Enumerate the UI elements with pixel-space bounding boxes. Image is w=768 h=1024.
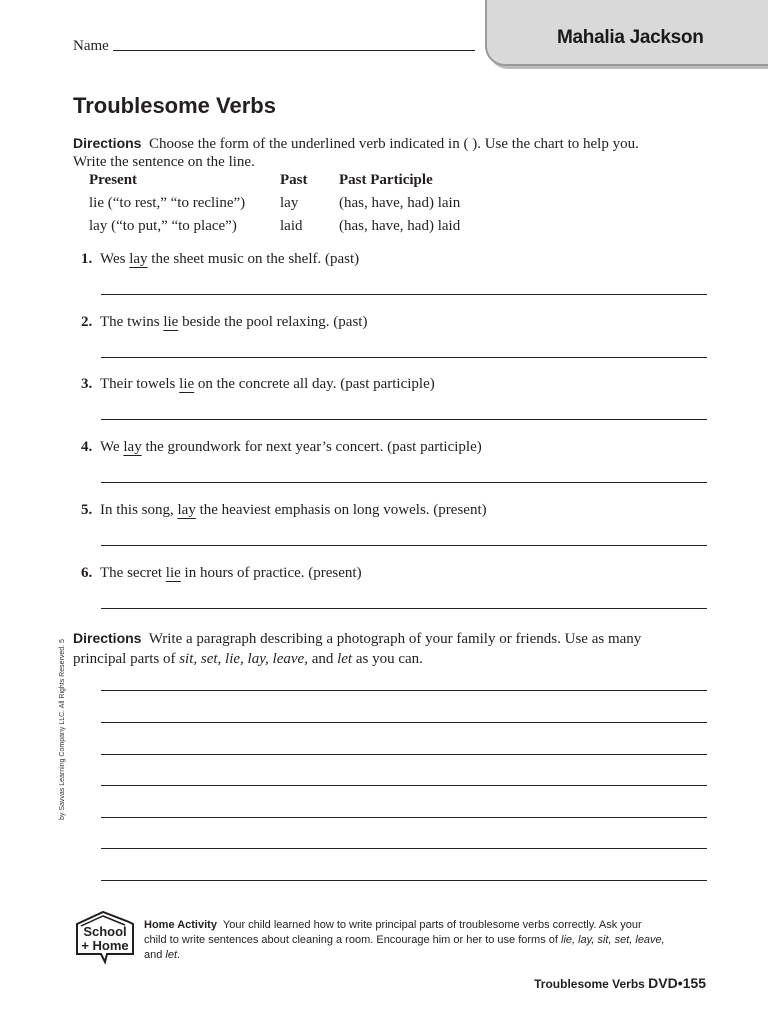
page-title: Troublesome Verbs xyxy=(73,93,276,118)
exercise-item-5 xyxy=(81,502,487,519)
exercise-item-6 xyxy=(81,565,362,582)
logo-text-home: + Home xyxy=(81,938,129,953)
page-number: DVD•155 xyxy=(648,975,706,991)
footer-label: Troublesome Verbs xyxy=(534,977,649,991)
item-text: the sheet music on the shelf. (past) xyxy=(147,251,360,267)
paragraph-line[interactable] xyxy=(101,880,707,881)
paragraph-line[interactable] xyxy=(101,754,707,755)
answer-line-5[interactable] xyxy=(101,545,707,546)
chart-cell: (has, have, had) laid xyxy=(339,218,461,234)
home-activity-text: . xyxy=(177,949,181,961)
paragraph-line[interactable] xyxy=(101,785,707,786)
underlined-verb: lay xyxy=(177,502,196,518)
school-home-logo xyxy=(73,910,137,966)
home-activity-verbs: let xyxy=(165,949,178,961)
directions-text-2: Write the sentence on the line. xyxy=(73,154,255,170)
directions-text: Write a paragraph describing a photograph of your family or friends. Use as many xyxy=(148,631,642,647)
item-number: 4. xyxy=(81,439,93,455)
chart-cell: lay xyxy=(280,195,299,211)
exercise-item-3 xyxy=(81,376,435,393)
item-text: the heaviest emphasis on long vowels. (present) xyxy=(195,502,487,518)
item-text: Their towels xyxy=(100,376,180,392)
home-activity xyxy=(144,918,704,963)
copyright-text: by Savvas Learning Company LLC. All Rights Reserved. 5 xyxy=(59,639,66,820)
directions-1 xyxy=(73,134,693,171)
tab-title: Mahalia Jackson xyxy=(557,27,704,48)
underlined-verb: lie xyxy=(165,565,181,581)
underlined-verb: lay xyxy=(129,251,148,267)
answer-line-4[interactable] xyxy=(101,482,707,483)
logo-text-school: School xyxy=(83,924,127,939)
directions-text: and xyxy=(307,651,338,667)
answer-line-3[interactable] xyxy=(101,419,707,420)
paragraph-line[interactable] xyxy=(101,690,707,691)
chart-header-past: Past xyxy=(280,172,308,188)
directions-text: principal parts of xyxy=(73,651,180,667)
item-text: in hours of practice. (present) xyxy=(180,565,362,581)
directions-label: Directions xyxy=(73,135,142,151)
chart-header-present: Present xyxy=(89,172,138,188)
underlined-verb: lie xyxy=(179,376,195,392)
directions-label: Directions xyxy=(73,630,142,646)
paragraph-line[interactable] xyxy=(101,817,707,818)
directions-text-1: Choose the form of the underlined verb indicated in ( ). Use the chart to help you. xyxy=(148,136,639,152)
home-activity-text: child to write sentences about cleaning a room. Encourage him or her to use forms of xyxy=(144,934,561,946)
item-text: beside the pool relaxing. (past) xyxy=(178,314,368,330)
item-text: Wes xyxy=(100,251,130,267)
underlined-verb: lie xyxy=(163,314,179,330)
chart-cell: (has, have, had) lain xyxy=(339,195,461,211)
home-activity-label: Home Activity xyxy=(144,919,217,931)
page-footer xyxy=(534,975,706,993)
directions-2 xyxy=(73,628,693,669)
exercise-item-2 xyxy=(81,314,367,331)
item-number: 3. xyxy=(81,376,93,392)
item-text: the groundwork for next year’s concert. (past participle) xyxy=(141,439,482,455)
answer-line-1[interactable] xyxy=(101,294,707,295)
item-number: 5. xyxy=(81,502,93,518)
exercise-item-4 xyxy=(81,439,482,456)
item-number: 1. xyxy=(81,251,93,267)
home-activity-text: Your child learned how to write principal parts of troublesome verbs correctly. Ask your xyxy=(222,919,642,931)
directions-text: as you can. xyxy=(352,651,423,667)
item-text: The twins xyxy=(100,314,164,330)
answer-line-6[interactable] xyxy=(101,608,707,609)
item-number: 6. xyxy=(81,565,93,581)
exercise-item-1 xyxy=(81,251,359,268)
name-line xyxy=(113,50,475,51)
item-number: 2. xyxy=(81,314,93,330)
chart-cell: laid xyxy=(280,218,303,234)
home-activity-text: and xyxy=(144,949,166,961)
paragraph-line[interactable] xyxy=(101,722,707,723)
chart-header-participle: Past Participle xyxy=(339,172,433,188)
paragraph-line[interactable] xyxy=(101,848,707,849)
item-text: on the concrete all day. (past participle) xyxy=(194,376,435,392)
item-text: The secret xyxy=(100,565,166,581)
name-label: Name xyxy=(73,38,109,54)
answer-line-2[interactable] xyxy=(101,357,707,358)
item-text: In this song, xyxy=(100,502,178,518)
underlined-verb: lay xyxy=(123,439,142,455)
chart-cell: lie (“to rest,” “to recline”) xyxy=(89,195,246,211)
chart-cell: lay (“to put,” “to place”) xyxy=(89,218,237,234)
directions-verbs: let xyxy=(337,651,353,667)
home-activity-verbs: lie, lay, sit, set, leave, xyxy=(561,934,665,946)
item-text: We xyxy=(100,439,124,455)
directions-verbs: sit, set, lie, lay, leave, xyxy=(179,651,308,667)
